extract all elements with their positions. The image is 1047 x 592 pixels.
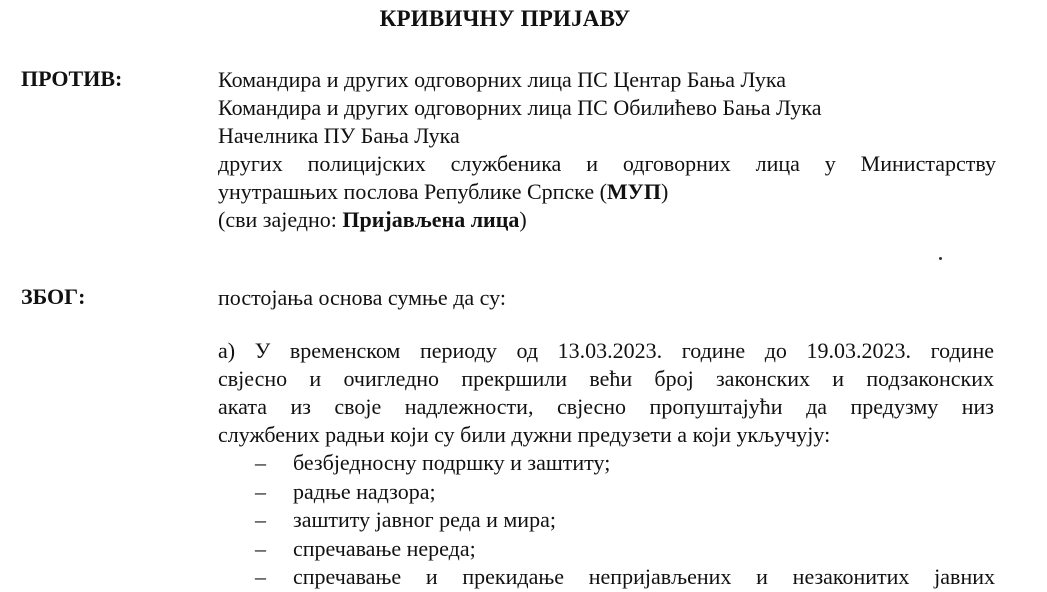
summary-close-paren: ): [519, 207, 527, 232]
dash-bullet: –: [255, 450, 266, 475]
reason-item-a: [218, 337, 994, 449]
item-a-line: аката из своје надлежности, свјесно пропуштајући да предузму низ: [218, 394, 994, 419]
against-parties: [218, 66, 996, 234]
party-line-summary: [218, 206, 996, 234]
list-item-text: безбједносну подршку и заштиту;: [293, 450, 611, 475]
party-line: Командира и других одговорних лица ПС Центар Бања Лука: [218, 67, 786, 92]
ministry-abbreviation: МУП: [606, 179, 661, 204]
list-item-text: спречавање нереда;: [293, 535, 476, 561]
against-label: ПРОТИВ:: [21, 66, 123, 91]
party-line: Начелника ПУ Бања Лука: [218, 123, 460, 148]
list-item-text: радње надзора;: [293, 478, 436, 504]
dash-bullet: –: [255, 507, 266, 532]
item-a-line: а) У временском периоду од 13.03.2023. године до 19.03.2023. године: [218, 338, 994, 363]
document-title: КРИВИЧНУ ПРИЈАВУ: [379, 6, 631, 31]
item-a-line: службених радњи који су били дужни предузети а који укључују:: [218, 422, 831, 447]
reason-intro: постојања основа сумње да су:: [218, 285, 506, 310]
ministry-close-paren: ): [660, 179, 669, 204]
reason-label: ЗБОГ:: [21, 284, 86, 309]
party-line-ministry: [218, 178, 996, 206]
item-a-line: свјесно и очигледно прекршили већи број законских и подзаконских: [218, 366, 994, 391]
list-item-text: спречавање и прекидање непријављених и незаконитих јавних: [293, 564, 995, 589]
dash-bullet: –: [255, 535, 266, 561]
list-item: [255, 563, 995, 592]
list-item: [255, 535, 995, 564]
list-item: [255, 449, 995, 478]
reported-persons-term: Пријављена лица: [342, 207, 520, 232]
party-line: Командира и других одговорних лица ПС Обилићево Бања Лука: [218, 95, 822, 120]
party-line: других полицијских службеника и одговорних лица у Министарству: [218, 151, 996, 176]
scan-speck: [939, 257, 942, 260]
ministry-text: унутрашњих послова Републике Српске (: [218, 179, 607, 204]
list-item: [255, 478, 995, 507]
dash-bullet: –: [255, 478, 266, 504]
list-item-text: заштиту јавног реда и мира;: [293, 507, 556, 532]
actions-list: [255, 449, 995, 592]
list-item: [255, 506, 995, 535]
dash-bullet: –: [255, 564, 266, 589]
summary-text: (сви заједно:: [218, 207, 343, 232]
